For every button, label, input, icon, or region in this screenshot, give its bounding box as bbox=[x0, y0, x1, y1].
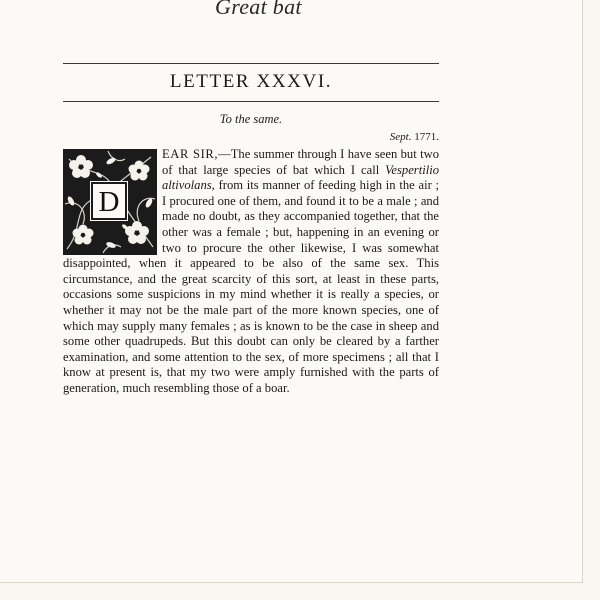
species-name: Vespertilio altivolans, bbox=[162, 162, 439, 193]
top-rule bbox=[63, 63, 439, 64]
floral-dropcap-icon bbox=[63, 149, 157, 255]
bottom-rule bbox=[63, 101, 439, 102]
dropcap-letter: D bbox=[91, 182, 127, 220]
date-year: 1771. bbox=[414, 131, 439, 143]
paragraph-part-2: from its manner of feeding high in the air ; I procured one of them, and found it to be a male ; and made no doubt, as they accompanied together, that the other was a female ; but, happening in an evening or two to procure the other likewise, I was somewhat disappointed, when it appeared to be also of the same sex. This circumstance, and the great scarcity of this sort, at least in these parts, occasions some suspicions in my mind whether it is really a species, or whether it may not be the male part of the more known species, one of which may supply many females ; as is known to be the case in sheep and some other quadrupeds. But this doubt can only be cleared by a farther examination, and some attention to the sex, of more specimens ; all that I know at present is, that my two were amply furnished with the parts of generation, much resembling those of a boar. bbox=[63, 178, 439, 395]
date-month: Sept. bbox=[389, 131, 412, 143]
paragraph-part-1: —The summer through I have seen but two of that large species of bat which I call bbox=[162, 147, 439, 177]
salutation: To the same. bbox=[219, 112, 283, 126]
letter-title: LETTER XXXVI. bbox=[169, 71, 333, 92]
letter-body bbox=[63, 147, 439, 397]
letter-date bbox=[390, 131, 439, 143]
figure-caption: Great bat bbox=[215, 0, 302, 19]
letter-opening: EAR SIR, bbox=[162, 147, 219, 161]
